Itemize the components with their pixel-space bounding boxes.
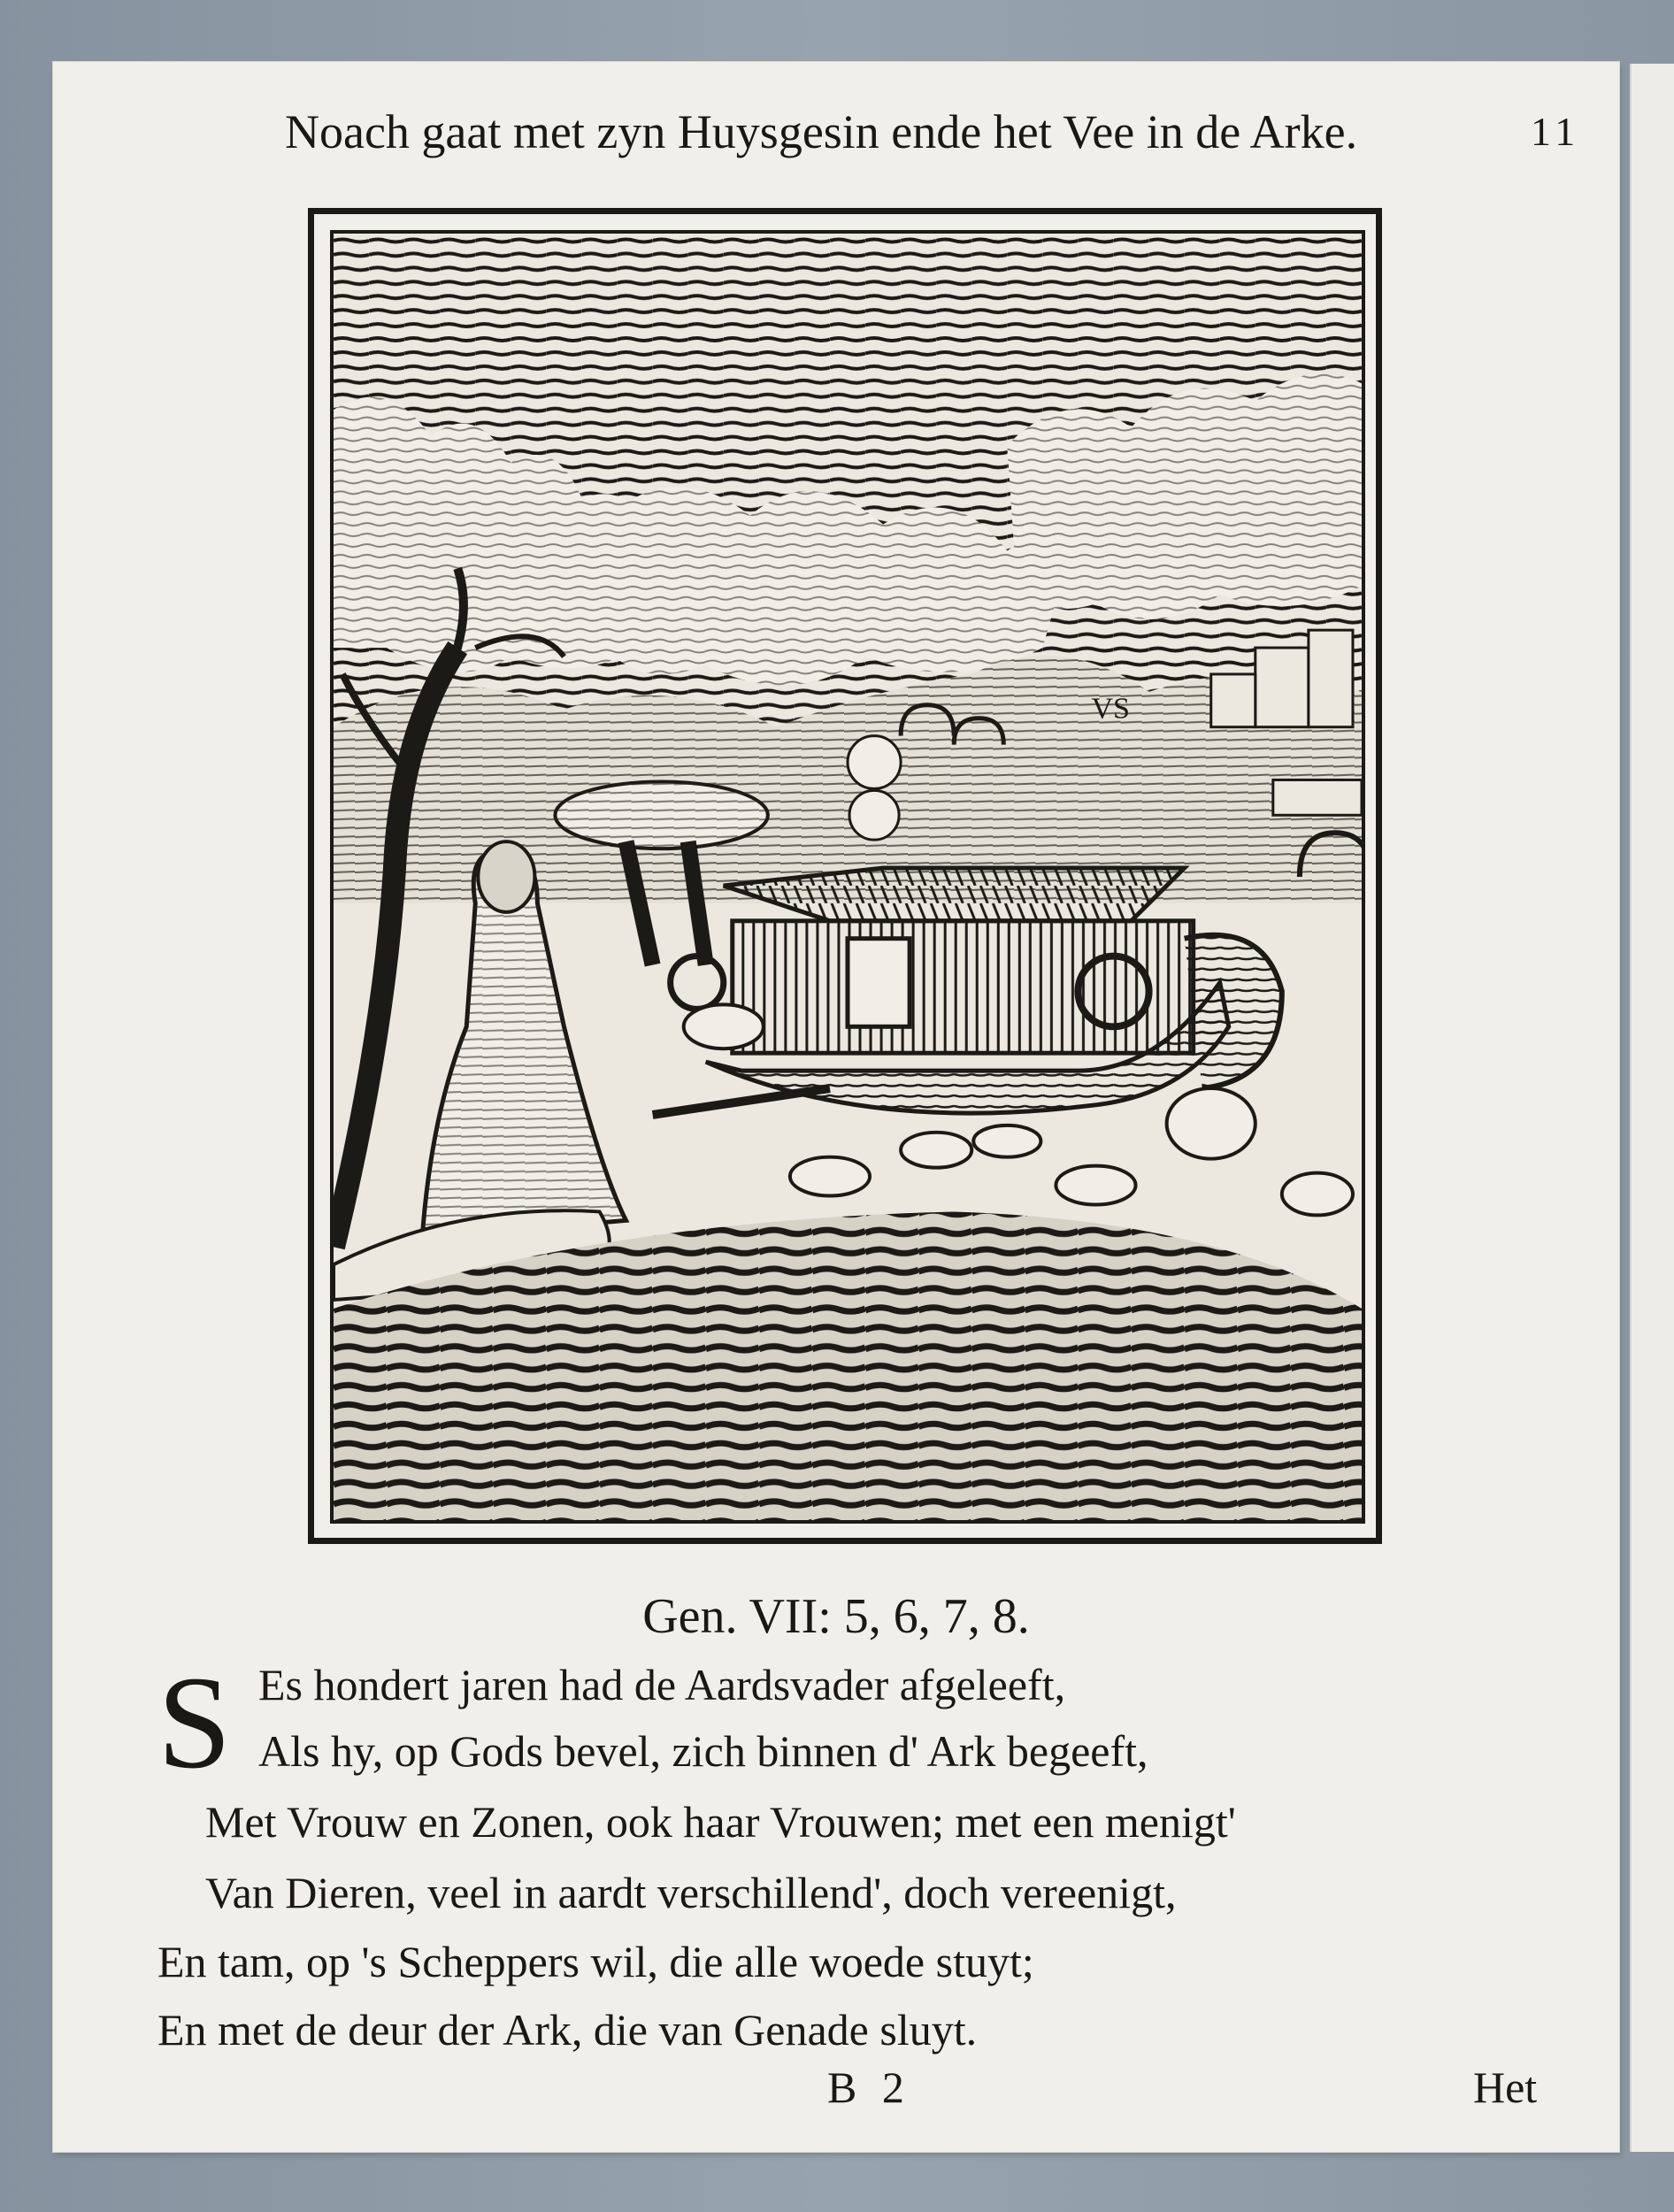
woodcut-frame bbox=[330, 230, 1365, 1524]
adjacent-page-edge bbox=[1630, 64, 1674, 2152]
poem-line: En tam, op 's Scheppers wil, die alle woede stuyt; bbox=[157, 1937, 1034, 1986]
book-page bbox=[53, 62, 1619, 2152]
poem-line: Als hy, op Gods bevel, zich binnen d' Ark begeeft, bbox=[258, 1726, 1148, 1776]
drop-cap: S bbox=[157, 1649, 232, 1796]
running-head: Noach gaat met zyn Huysgesin ende het Vee in de Arke. bbox=[285, 105, 1358, 158]
woodcut-monogram: VS bbox=[1091, 692, 1130, 726]
poem-line: Met Vrouw en Zonen, ook haar Vrouwen; met een menigt' bbox=[205, 1797, 1236, 1847]
poem-line: Es hondert jaren had de Aardsvader afgeleeft, bbox=[258, 1660, 1066, 1709]
noah-ark-engraving bbox=[334, 234, 1362, 1520]
poem-line: Van Dieren, veel in aardt verschillend', doch vereenigt, bbox=[205, 1868, 1177, 1917]
poem-line: En met de deur der Ark, die van Genade sluyt. bbox=[157, 2005, 978, 2055]
scripture-reference: Gen. VII: 5, 6, 7, 8. bbox=[642, 1589, 1030, 1644]
page-number: 11 bbox=[1531, 109, 1581, 154]
signature-mark: B 2 bbox=[827, 2062, 911, 2112]
catchword: Het bbox=[1473, 2062, 1538, 2112]
woodcut-illustration bbox=[308, 208, 1382, 1544]
